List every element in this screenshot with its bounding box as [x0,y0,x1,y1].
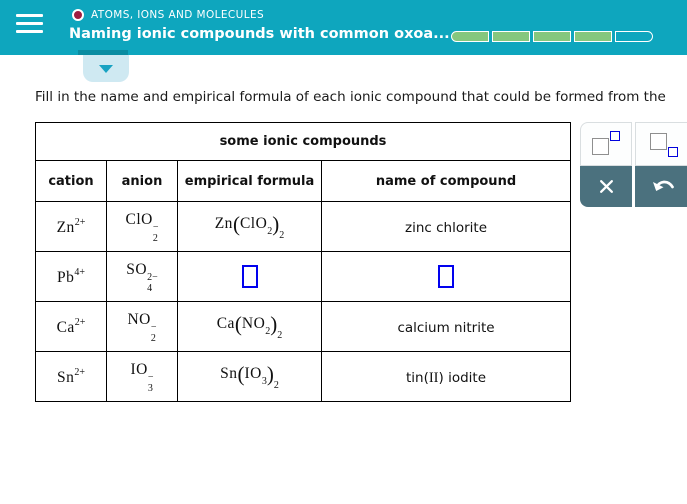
empirical-formula-cell [178,252,322,302]
progress-segment [533,31,571,42]
chevron-down-icon [99,65,113,73]
progress-segment [574,31,612,42]
cation-cell: $Zn^{2+}$ [36,202,107,252]
anion-cell: SO 2− 4 [107,252,178,302]
anion-cell: ClO − 2 [107,202,178,252]
compound-name-cell: calcium nitrite [322,302,571,352]
lesson-title: Naming ionic compounds with common oxoa... [69,26,450,42]
table-row [36,302,571,352]
anion-cell: NO − 2 [107,302,178,352]
subscript-icon [650,131,678,157]
table-row [36,202,571,252]
empirical-formula-cell: $Sn(IO_3)_2$ [178,352,322,402]
x-icon [599,179,614,194]
compound-name-cell [322,252,571,302]
table-row [36,352,571,402]
collapse-panel-tab[interactable] [83,55,129,82]
table-row [36,252,571,302]
superscript-button[interactable] [580,122,632,166]
compound-name-cell: tin(II) iodite [322,352,571,402]
topic-status-icon [72,9,84,21]
col-header-cation: cation [36,161,107,202]
compound-name-input[interactable] [438,265,454,288]
progress-segment [451,31,489,42]
compound-name-cell: zinc chlorite [322,202,571,252]
cation-cell: $Ca^{2+}$ [36,302,107,352]
undo-button[interactable] [635,166,687,207]
topic-label: ATOMS, IONS AND MOLECULES [91,9,265,21]
empirical-formula-cell: $Ca(NO_2)_2$ [178,302,322,352]
empirical-formula-cell: $Zn(ClO_2)_2$ [178,202,322,252]
cation-cell: $Sn^{2+}$ [36,352,107,402]
col-header-empirical-formula: empirical formula [178,161,322,202]
app-header [0,0,687,55]
cation-cell: $Pb^{4+}$ [36,252,107,302]
instruction-text: Fill in the name and empirical formula of each ionic compound that could be formed from the [35,89,666,105]
table-title: some ionic compounds [36,123,571,161]
table-header-row [36,161,571,202]
subscript-button[interactable] [635,122,687,166]
table-title-row [36,123,571,161]
answer-keypad [580,122,687,207]
hamburger-menu-icon[interactable] [16,14,43,33]
anion-cell: IO − 3 [107,352,178,402]
progress-bar [451,31,653,42]
undo-icon [651,178,677,195]
progress-segment [492,31,530,42]
progress-segment [615,31,653,42]
ionic-compounds-table [35,122,571,402]
col-header-name-of-compound: name of compound [322,161,571,202]
empirical-formula-input[interactable] [242,265,258,288]
superscript-icon [592,131,620,157]
col-header-anion: anion [107,161,178,202]
clear-button[interactable] [580,166,632,207]
